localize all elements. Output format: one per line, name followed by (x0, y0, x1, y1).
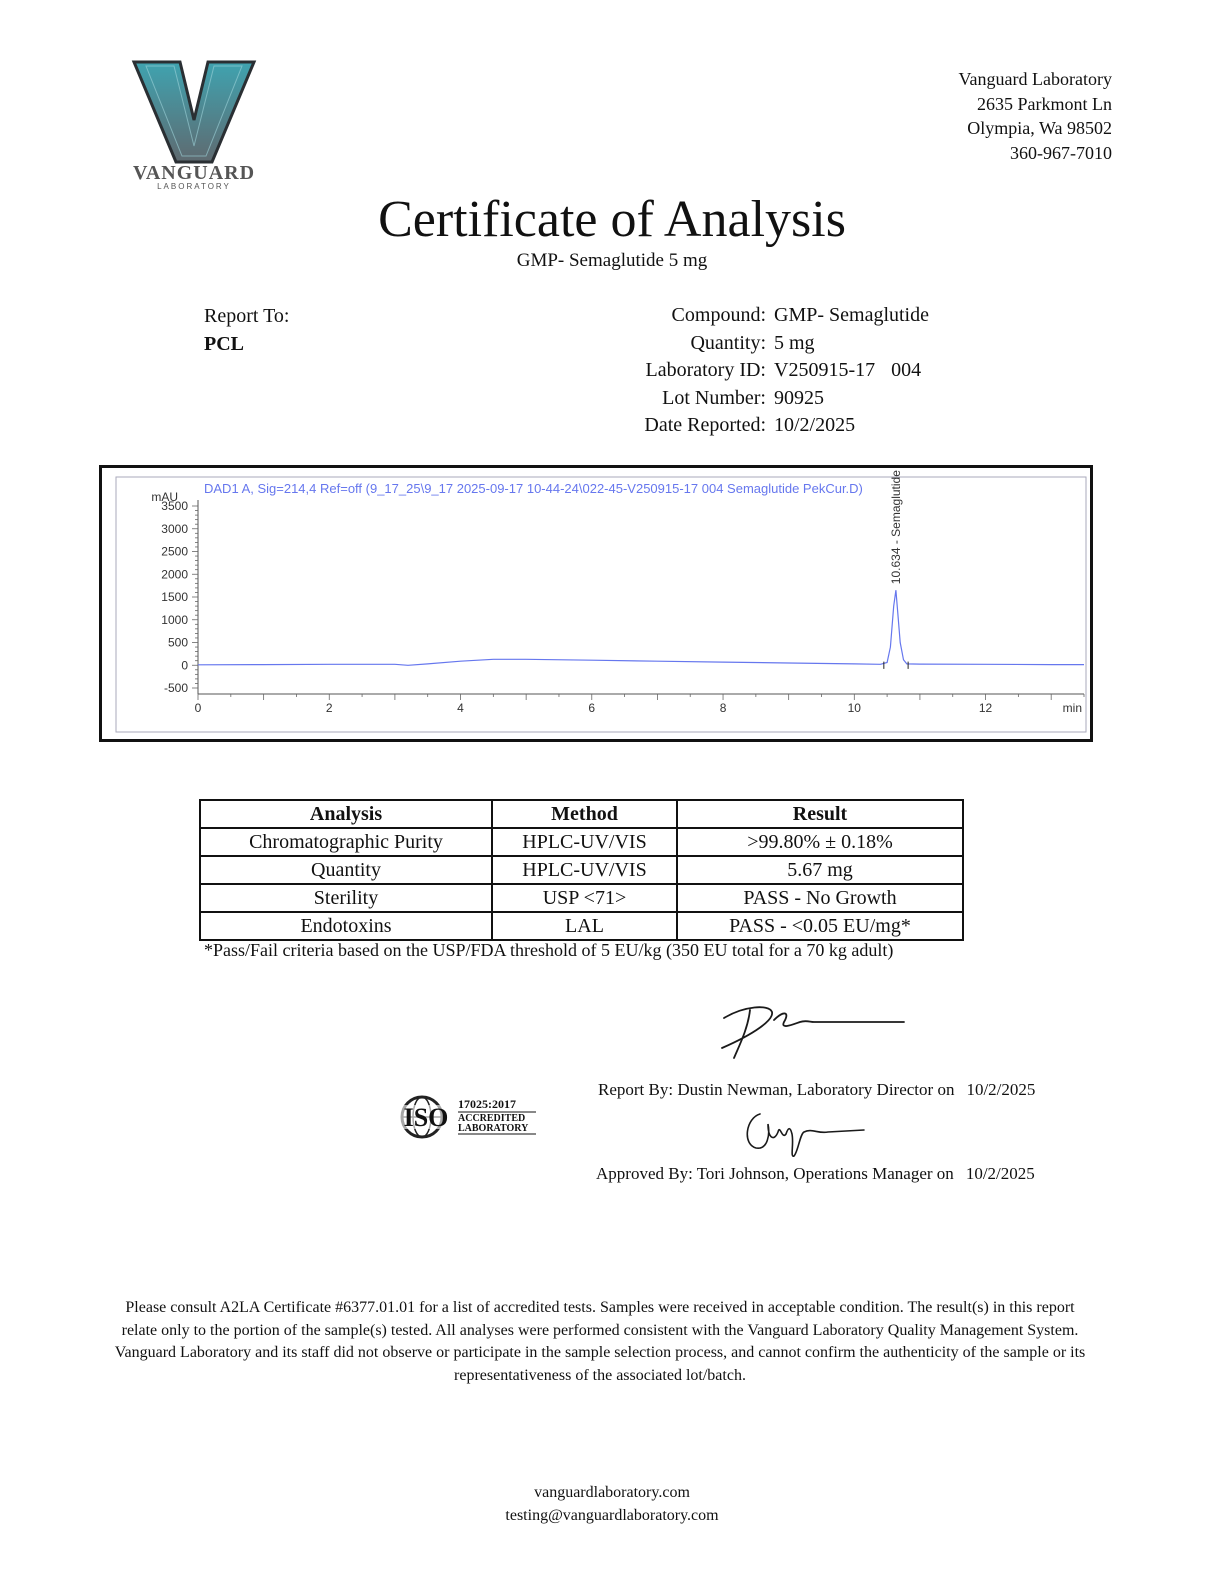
results-table (199, 799, 964, 941)
x-tick-label: 6 (588, 701, 596, 715)
sample-info (560, 302, 929, 440)
cell-result: 5.67 mg (677, 856, 963, 884)
cell-method: HPLC-UV/VIS (492, 856, 677, 884)
table-row (200, 828, 963, 856)
lab-id-suffix: 004 (891, 359, 922, 382)
compound-label: Compound: (671, 304, 766, 326)
chart-title: DAD1 A, Sig=214,4 Ref=off (9_17_25\9_17 2025-09-17 10-44-24\022-45-V250915-17 004 Semaglutide PekCur.D) (204, 481, 863, 496)
report-to-name: PCL (204, 333, 244, 355)
cell-analysis: Endotoxins (200, 912, 492, 940)
cell-result: PASS - No Growth (677, 884, 963, 912)
report-to (204, 302, 289, 358)
peak-label: 10.634 - Semaglutide (888, 470, 903, 585)
header-method: Method (492, 800, 677, 828)
cell-analysis: Sterility (200, 884, 492, 912)
x-tick-label: 2 (325, 701, 333, 715)
cell-method: USP <71> (492, 884, 677, 912)
quantity-label: Quantity: (690, 331, 766, 354)
table-row (200, 884, 963, 912)
report-by-date: 10/2/2025 (966, 1080, 1036, 1099)
iso-line2: LABORATORY (458, 1123, 529, 1134)
y-tick-label: 1500 (161, 590, 188, 604)
y-tick-label: 0 (181, 658, 188, 673)
page-subtitle: GMP- Semaglutide 5 mg (516, 250, 708, 271)
x-tick-label: 8 (719, 701, 727, 715)
x-tick-label: 4 (457, 701, 464, 715)
y-tick-label: 3000 (161, 521, 188, 536)
chromatogram (99, 465, 1093, 742)
lab-phone: 360-967-7010 (1010, 142, 1112, 163)
disclaimer: Please consult A2LA Certificate #6377.01.01 for a list of accredited tests. Samples were received in acceptable condition. The result(s) in this report relate only to the portion of the sample(s) tested. All analyses were performed consistent with the Vanguard Laboratory Quality Management System. Vanguard Laboratory and its staff did not observe or participate in the sample selection process, and cannot confirm the authenticity of the sample or its representativeness of the associated lot/batch. (114, 1299, 1086, 1384)
y-tick-label: -500 (163, 681, 188, 695)
cell-result: >99.80% ± 0.18% (677, 828, 963, 856)
approved-by-text: Approved By: Tori Johnson, Operations Manager on (596, 1164, 954, 1183)
y-tick-label: 1000 (161, 612, 188, 627)
report-by (598, 1079, 1035, 1101)
lab-name: Vanguard Laboratory (958, 69, 1112, 89)
footer-website[interactable]: vanguardlaboratory.com (534, 1484, 690, 1501)
lab-id-value: V250915-17 (774, 359, 876, 382)
report-to-label: Report To: (204, 305, 290, 327)
date-label: Date Reported: (644, 414, 766, 437)
lab-id-label: Laboratory ID: (645, 359, 766, 382)
y-tick-label: 2000 (161, 567, 188, 582)
compound-value: GMP- Semaglutide (774, 304, 929, 326)
x-tick-label: 10 (847, 701, 861, 715)
header-result: Result (677, 800, 963, 828)
y-tick-label: 2500 (161, 544, 188, 559)
iso-mark: ISO (403, 1103, 449, 1132)
y-tick-label: 3500 (161, 499, 188, 513)
quantity-value: 5 mg (774, 331, 815, 354)
y-tick-label: 500 (167, 635, 188, 650)
chromatogram-trace (198, 590, 1084, 665)
table-row (200, 856, 963, 884)
info-row-quantity (560, 330, 929, 358)
page-title: Certificate of Analysis (378, 191, 846, 248)
x-axis-label: min (1062, 701, 1082, 715)
lab-street: 2635 Parkmont Ln (977, 93, 1112, 114)
cell-analysis: Chromatographic Purity (200, 828, 492, 856)
y-axis-label: mAU (151, 490, 178, 504)
table-row (200, 912, 963, 940)
date-value: 10/2/2025 (774, 414, 856, 437)
cell-analysis: Quantity (200, 856, 492, 884)
header-analysis: Analysis (200, 800, 492, 828)
lot-value: 90925 (774, 386, 824, 409)
x-tick-label: 0 (194, 701, 202, 715)
results-header-row (200, 800, 963, 828)
info-row-date (560, 412, 929, 440)
chromatogram-svg (102, 468, 1090, 739)
logo-sub: LABORATORY (157, 182, 231, 191)
iso-standard: 17025:2017 (458, 1097, 516, 1111)
approved-by-date: 10/2/2025 (965, 1164, 1035, 1183)
cell-method: LAL (492, 912, 677, 940)
director-signature (714, 998, 914, 1062)
iso-accreditation-badge (398, 1093, 540, 1141)
info-row-lab-id (560, 357, 929, 385)
x-tick-label: 12 (978, 701, 993, 715)
logo-brand: VANGUARD (132, 162, 256, 184)
footer-contact (0, 1481, 1224, 1527)
report-by-text: Report By: Dustin Newman, Laboratory Director on (598, 1080, 955, 1099)
manager-signature (738, 1104, 868, 1160)
iso-line1: ACCREDITED (458, 1113, 526, 1124)
vanguard-logo (118, 58, 270, 192)
table-footnote: *Pass/Fail criteria based on the USP/FDA threshold of 5 EU/kg (350 EU total for a 70 kg adult) (204, 940, 894, 960)
lab-address (959, 67, 1112, 165)
lot-label: Lot Number: (662, 386, 766, 409)
approved-by (596, 1163, 1035, 1185)
cell-result: PASS - <0.05 EU/mg* (677, 912, 963, 940)
footer-email[interactable]: testing@vanguardlaboratory.com (505, 1507, 719, 1524)
info-row-lot (560, 385, 929, 413)
cell-method: HPLC-UV/VIS (492, 828, 677, 856)
lab-city: Olympia, Wa 98502 (967, 118, 1112, 138)
info-row-compound (560, 302, 929, 330)
